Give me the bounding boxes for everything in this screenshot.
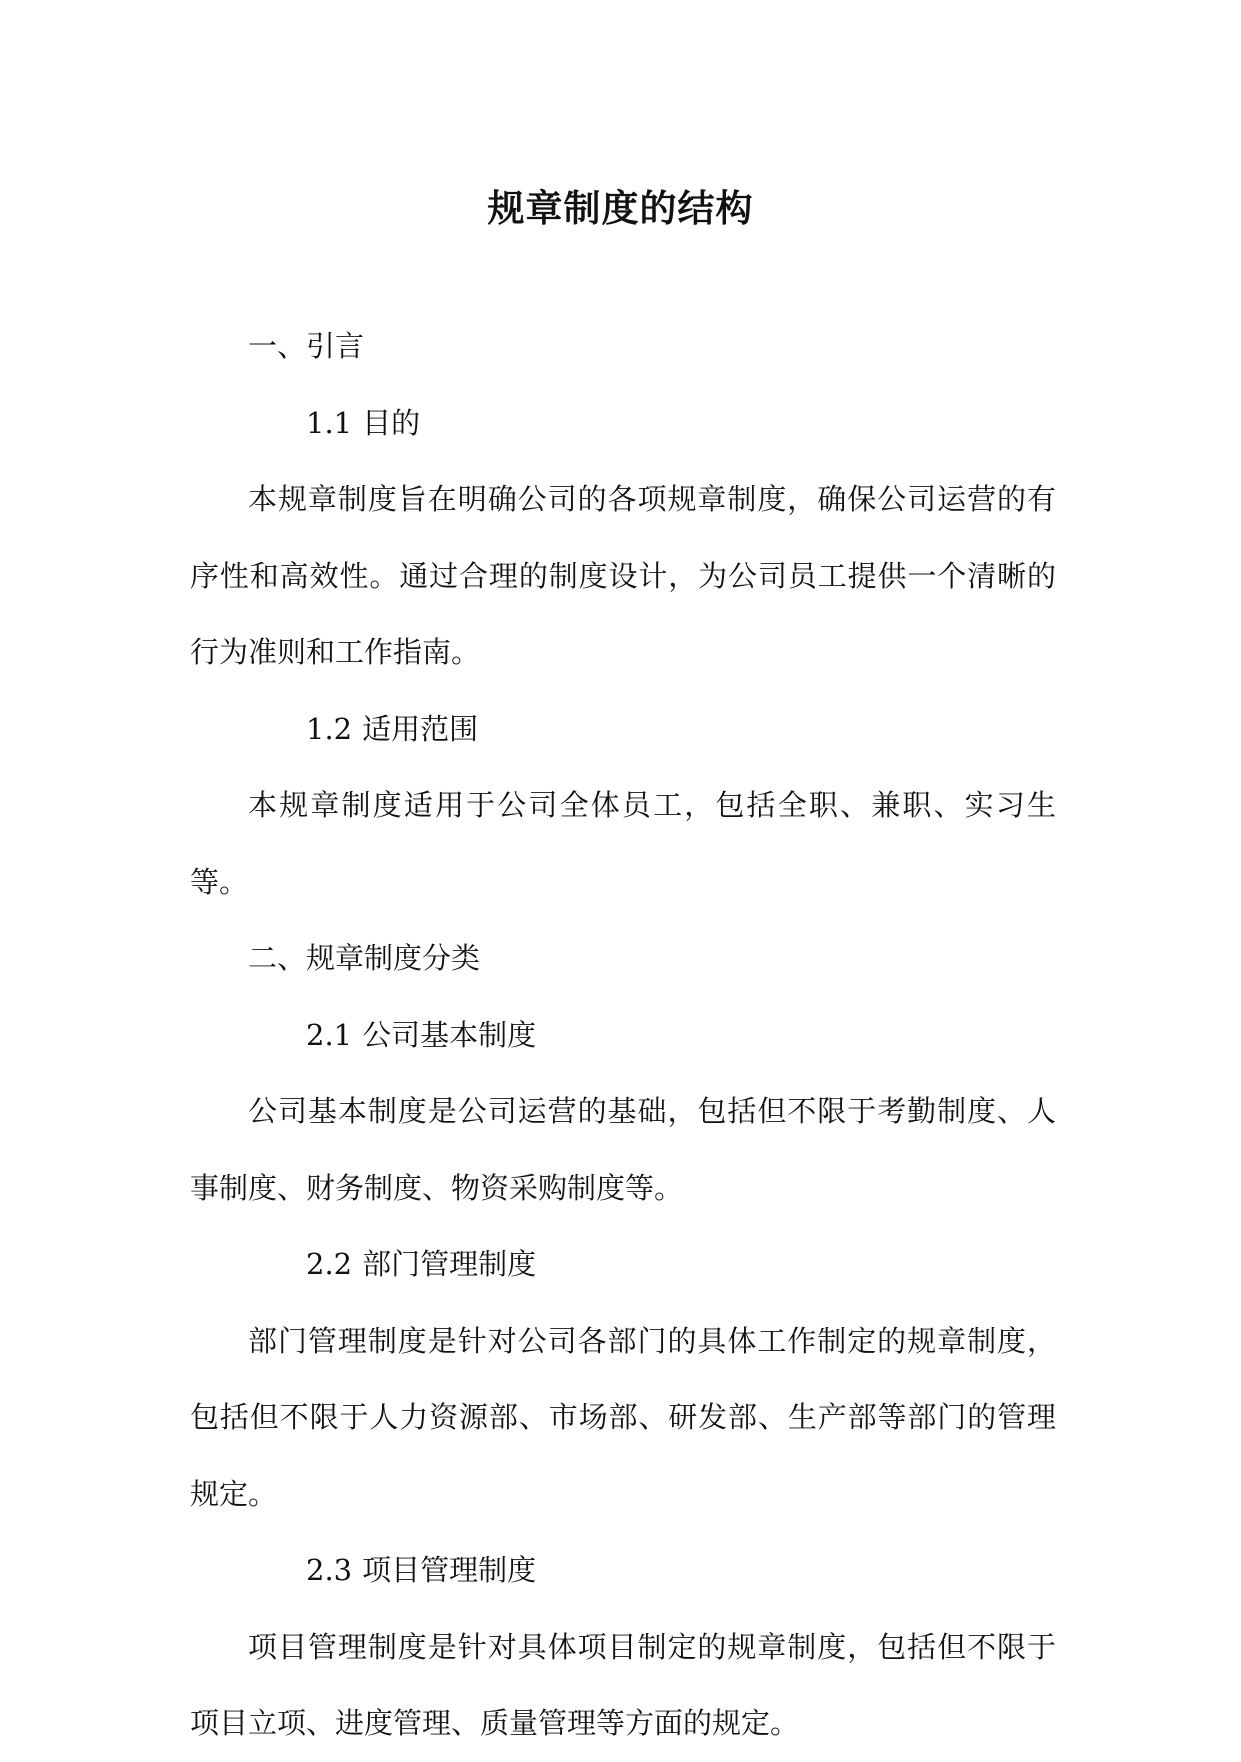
subsection-heading-scope — [190, 691, 1056, 768]
subsection-title: 部门管理制度 — [362, 1247, 537, 1281]
paragraph-project-rules: 项目管理制度是针对具体项目制定的规章制度，包括但不限于项目立项、进度管理、质量管理等方面的规定。 — [190, 1629, 1056, 1740]
paragraph-department-rules: 部门管理制度是针对公司各部门的具体工作制定的规章制度，包括但不限于人力资源部、市场部、研发部、生产部等部门的管理规定。 — [190, 1323, 1056, 1511]
paragraph-purpose: 本规章制度旨在明确公司的各项规章制度，确保公司运营的有序性和高效性。通过合理的制度设计，为公司员工提供一个清晰的行为准则和工作指南。 — [190, 482, 1056, 669]
subsection-number: 1.1 — [306, 405, 353, 440]
paragraph-scope: 本规章制度适用于公司全体员工，包括全职、兼职、实习生等。 — [190, 788, 1056, 899]
subsection-title: 目的 — [362, 405, 421, 440]
paragraph-basic-rules: 公司基本制度是公司运营的基础，包括但不限于考勤制度、人事制度、财务制度、物资采购制度等。 — [190, 1094, 1056, 1205]
page-title: 规章制度的结构 — [487, 186, 754, 230]
document-body — [190, 308, 1056, 1762]
subsection-number: 2.2 — [306, 1247, 353, 1281]
subsection-title: 适用范围 — [362, 711, 479, 746]
subsection-number: 2.3 — [306, 1553, 353, 1587]
subsection-heading-purpose — [190, 385, 1056, 462]
subsection-heading-basic-rules — [190, 997, 1056, 1074]
subsection-title: 公司基本制度 — [362, 1017, 537, 1052]
subsection-number: 1.2 — [306, 711, 353, 746]
subsection-title: 项目管理制度 — [362, 1553, 537, 1587]
subsection-heading-project-rules — [190, 1532, 1056, 1609]
subsection-heading-department-rules — [190, 1226, 1056, 1303]
subsection-number: 2.1 — [306, 1017, 353, 1052]
section-heading-classification: 二、规章制度分类 — [248, 941, 481, 975]
section-heading-intro: 一、引言 — [248, 329, 365, 363]
